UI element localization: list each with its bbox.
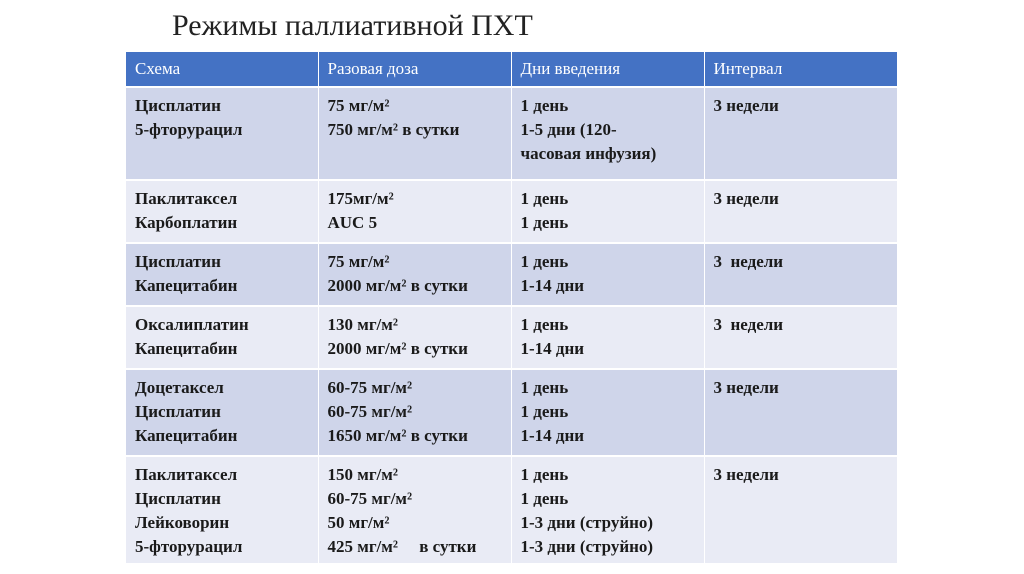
cell-line: часовая инфузия) [520,144,657,163]
table-row [126,456,897,564]
cell-line: Цисплатин [135,96,221,115]
table-row [126,180,897,243]
cell-line: 750 мг/м² в сутки [327,120,460,139]
cell-line: 75 мг/м² [327,96,390,115]
cell-interval [704,180,897,243]
table-header-row [126,52,897,87]
cell-scheme [126,243,318,306]
cell-line: Цисплатин [135,252,221,271]
cell-line: 1-14 дни [520,339,585,358]
slide-title: Режимы паллиативной ПХТ [172,9,533,42]
cell-line: 1 день [520,465,569,484]
cell-line: 50 мг/м² [327,513,390,532]
cell-line: 1 день [520,402,569,421]
cell-line: 1 день [520,252,569,271]
table-row [126,243,897,306]
cell-line: 60-75 мг/м² [327,489,413,508]
cell-line: Капецитабин [135,339,238,358]
cell-line: 1-3 дни (струйно) [520,513,654,532]
cell-interval [704,369,897,456]
cell-line: AUC 5 [327,213,378,232]
cell-line: 3 недели [713,465,779,484]
cell-dose [318,87,511,180]
cell-line: Паклитаксел [135,465,238,484]
cell-line: 75 мг/м² [327,252,390,271]
cell-days [511,243,704,306]
cell-line: 2000 мг/м² в сутки [327,339,468,358]
cell-scheme [126,87,318,180]
regimen-table [126,52,898,565]
cell-line: 130 мг/м² [327,315,398,334]
cell-line: Карбоплатин [135,213,238,232]
cell-line: Цисплатин [135,489,221,508]
cell-days [511,369,704,456]
cell-line: 425 мг/м² в сутки [327,537,477,556]
cell-line: 1 день [520,315,569,334]
cell-line: 60-75 мг/м² [327,378,413,397]
cell-interval [704,306,897,369]
cell-line: 1-14 дни [520,276,585,295]
cell-scheme [126,456,318,564]
cell-dose [318,306,511,369]
table-row [126,87,897,180]
cell-dose [318,180,511,243]
cell-days [511,306,704,369]
cell-line: 175мг/м² [327,189,394,208]
cell-line: Капецитабин [135,276,238,295]
cell-days [511,87,704,180]
table-row [126,369,897,456]
cell-line: 3 недели [713,315,784,334]
header-dose: Разовая доза [318,52,511,87]
cell-line: 5-фторурацил [135,537,243,556]
cell-line: 150 мг/м² [327,465,398,484]
cell-line: 2000 мг/м² в сутки [327,276,468,295]
cell-interval [704,456,897,564]
cell-line: 1 день [520,378,569,397]
cell-line: 1 день [520,96,569,115]
cell-line: 1-5 дни (120- [520,120,617,139]
header-interval: Интервал [704,52,897,87]
cell-line: 1-3 дни (струйно) [520,537,654,556]
cell-line: 1-14 дни [520,426,585,445]
cell-line: 1 день [520,489,569,508]
cell-scheme [126,369,318,456]
cell-line: 60-75 мг/м² [327,402,413,421]
cell-dose [318,369,511,456]
cell-days [511,456,704,564]
cell-line: Доцетаксел [135,378,224,397]
cell-line: 1 день [520,189,569,208]
cell-dose [318,243,511,306]
cell-line: 5-фторурацил [135,120,243,139]
cell-interval [704,243,897,306]
cell-line: 3 недели [713,96,779,115]
cell-dose [318,456,511,564]
cell-line: Оксалиплатин [135,315,249,334]
cell-days [511,180,704,243]
cell-scheme [126,306,318,369]
header-days: Дни введения [511,52,704,87]
cell-line: 1 день [520,213,569,232]
header-scheme: Схема [126,52,318,87]
cell-line: 3 недели [713,189,779,208]
cell-line: Лейковорин [135,513,230,532]
cell-line: 3 недели [713,252,784,271]
cell-interval [704,87,897,180]
table-row [126,306,897,369]
cell-line: 1650 мг/м² в сутки [327,426,468,445]
cell-line: Цисплатин [135,402,221,421]
cell-scheme [126,180,318,243]
cell-line: 3 недели [713,378,779,397]
cell-line: Капецитабин [135,426,238,445]
cell-line: Паклитаксел [135,189,238,208]
